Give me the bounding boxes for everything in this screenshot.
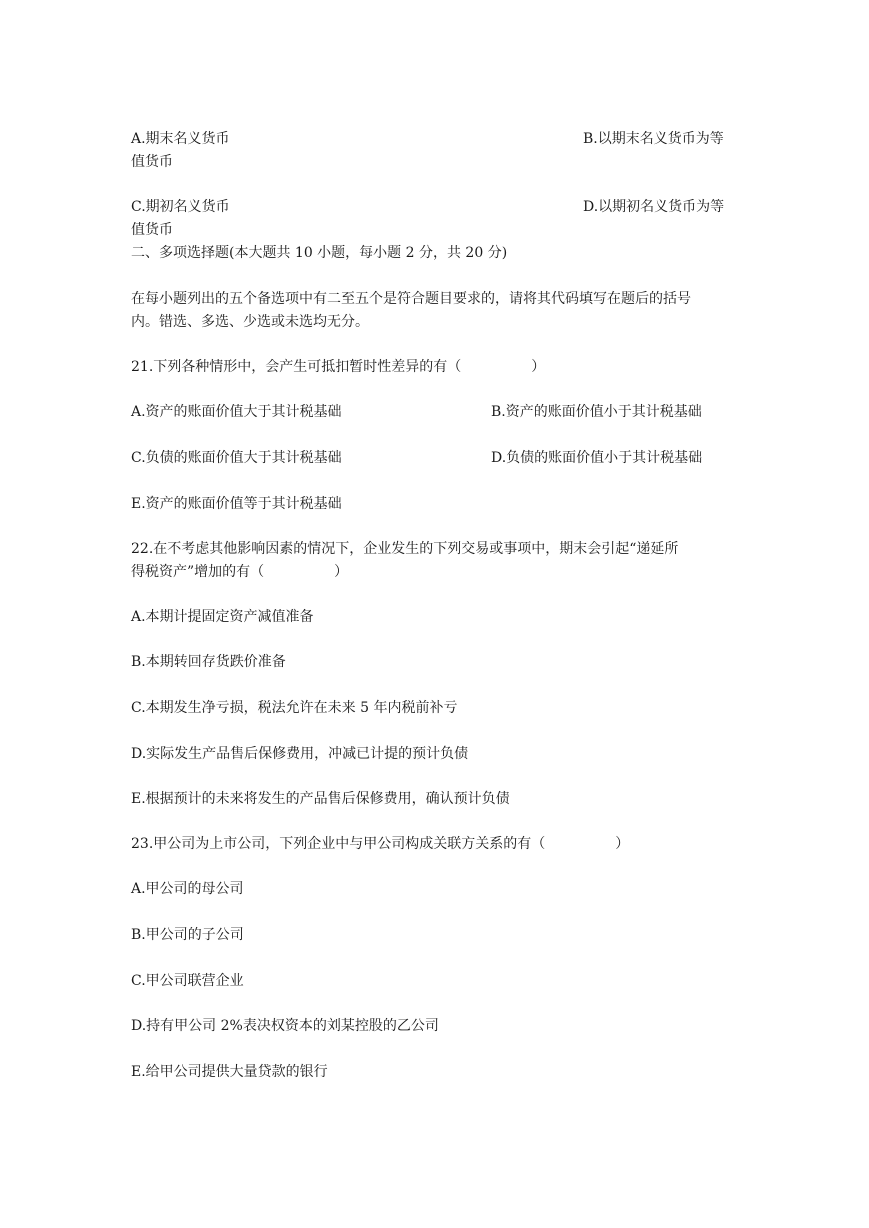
q20-option-d-wrap: 值货币 [131,222,173,238]
q23-option-c: C.甲公司联营企业 [131,973,244,989]
q23-option-b: B.甲公司的子公司 [131,927,244,943]
q23-option-d: D.持有甲公司 2%表决权资本的刘某控股的乙公司 [131,1018,439,1034]
q20-option-b: B.以期末名义货币为等 [583,131,724,147]
q23-option-e: E.给甲公司提供大量贷款的银行 [131,1064,328,1080]
q22-option-b: B.本期转回存货跌价准备 [131,654,286,670]
q22-option-a: A.本期计提固定资产减值准备 [131,609,314,625]
q22-stem-line1: 22.在不考虑其他影响因素的情况下，企业发生的下列交易或事项中，期末会引起“递延所 [131,541,679,557]
q21-option-a: A.资产的账面价值大于其计税基础 [131,404,342,420]
q21-option-d: D.负债的账面价值小于其计税基础 [491,450,703,466]
section-heading: 二、多项选择题(本大题共 10 小题，每小题 2 分，共 20 分) [131,245,508,261]
q20-option-d: D.以期初名义货币为等 [583,199,725,215]
q23-option-a: A.甲公司的母公司 [131,881,244,897]
q22-stem-line2: 得税资产”增加的有（ ） [131,564,349,580]
q21-option-b: B.资产的账面价值小于其计税基础 [491,404,702,420]
q22-option-d: D.实际发生产品售后保修费用，冲减已计提的预计负债 [131,746,469,762]
q23-stem: 23.甲公司为上市公司，下列企业中与甲公司构成关联方关系的有（ ） [131,836,630,852]
q22-option-e: E.根据预计的未来将发生的产品售后保修费用，确认预计负债 [131,791,510,807]
section-instruction-line2: 内。错选、多选、少选或未选均无分。 [131,314,369,330]
q20-option-b-wrap: 值货币 [131,154,173,170]
section-instruction-line1: 在每小题列出的五个备选项中有二至五个是符合题目要求的，请将其代码填写在题后的括号 [131,291,691,307]
q20-option-c: C.期初名义货币 [131,199,230,215]
q20-option-a: A.期末名义货币 [131,131,230,147]
q21-option-c: C.负债的账面价值大于其计税基础 [131,450,342,466]
q21-stem: 21.下列各种情形中，会产生可抵扣暂时性差异的有（ ） [131,359,546,375]
q22-option-c: C.本期发生净亏损，税法允许在未来 5 年内税前补亏 [131,700,458,716]
q21-option-e: E.资产的账面价值等于其计税基础 [131,496,342,512]
